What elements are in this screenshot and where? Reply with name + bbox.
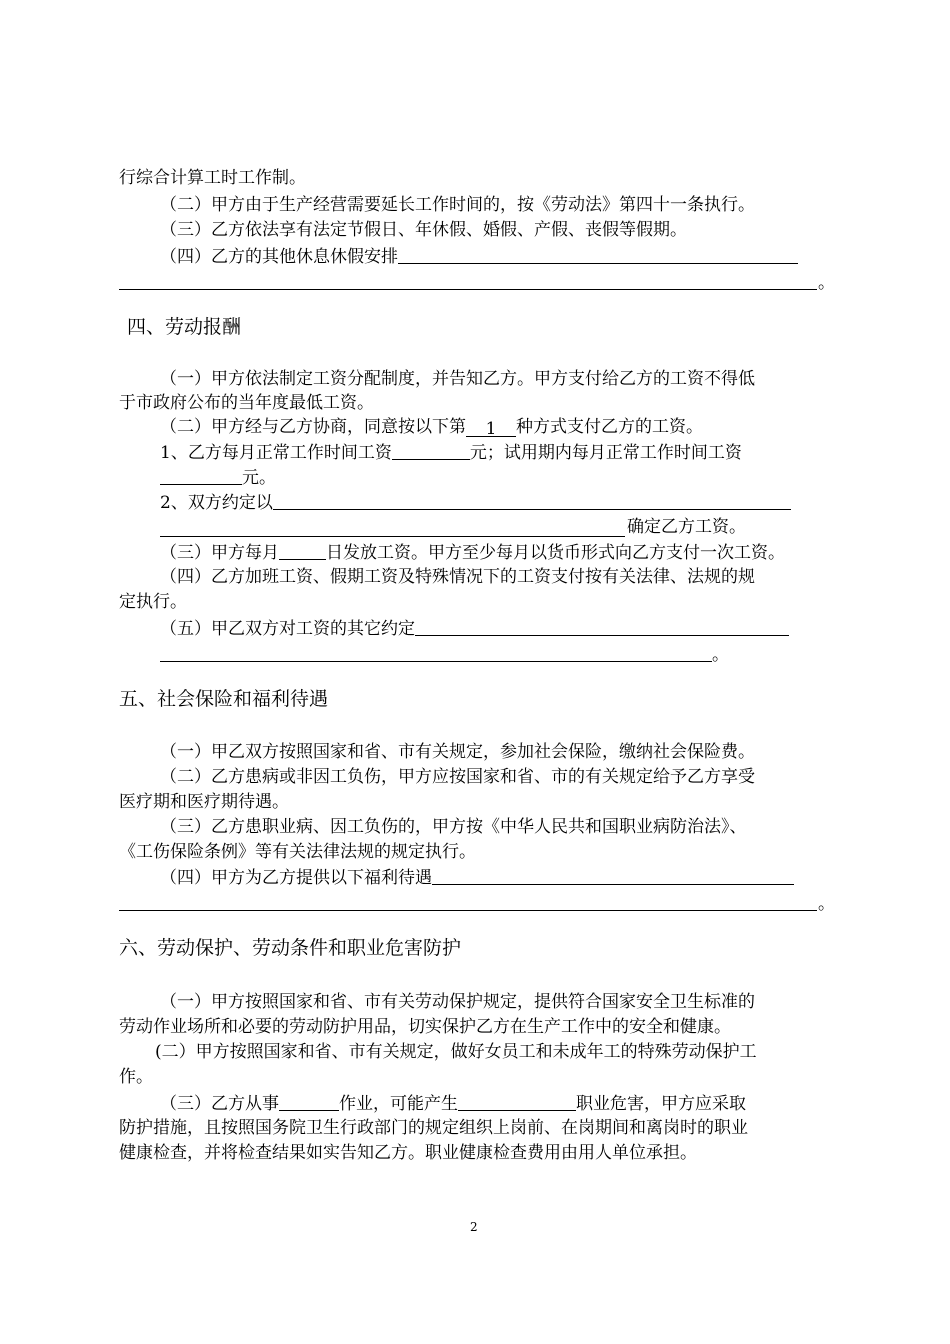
s6-item1-line2: 劳动作业场所和必要的劳动防护用品，切实保护乙方在生产工作中的安全和健康。 [119, 1017, 731, 1037]
s3-item4-label: （四）乙方的其他休息休假安排 [160, 247, 398, 267]
s4-item2-method-field[interactable]: 1 [466, 418, 516, 437]
s4-item4-line1: （四）乙方加班工资、假期工资及特殊情况下的工资支付按有关法律、法规的规 [160, 567, 755, 587]
s6-item3-line2: 防护措施，且按照国务院卫生行政部门的规定组织上岗前、在岗期间和离岗时的职业 [119, 1118, 748, 1138]
s4-item3-pre: （三）甲方每月 [160, 543, 279, 563]
s6-job-type-field[interactable] [279, 1092, 339, 1111]
s6-item3-line1 [160, 1092, 746, 1115]
section-heading-6: 六、劳动保护、劳动条件和职业危害防护 [119, 937, 462, 959]
continuation-text: 行综合计算工时工作制。 [119, 168, 306, 188]
s4-option1-unit: 元。 [242, 468, 276, 488]
s5-item4-label: （四）甲方为乙方提供以下福利待遇 [160, 868, 432, 888]
s4-item3-post: 日发放工资。甲方至少每月以货币形式向乙方支付一次工资。 [326, 543, 785, 563]
s6-item2-line2: 作。 [119, 1067, 153, 1087]
s4-end-mark: 。 [712, 645, 729, 665]
s6-item3-mid: 作业，可能产生 [339, 1094, 458, 1114]
s5-item4-blank[interactable] [432, 866, 794, 885]
s5-item2-line2: 医疗期和医疗期待遇。 [119, 792, 289, 812]
s4-payday-field[interactable] [279, 541, 326, 560]
s4-item5-label: （五）甲乙双方对工资的其它约定 [160, 619, 415, 639]
s4-probation-wage-field[interactable] [160, 466, 242, 485]
s4-option2-label: 2、双方约定以 [160, 493, 273, 513]
s4-item5-blank-line2[interactable] [160, 661, 712, 662]
s3-item4-blank[interactable] [398, 245, 798, 264]
s4-item2-pre: （二）甲方经与乙方协商，同意按以下第 [160, 417, 466, 437]
s6-item3-line3: 健康检查，并将检查结果如实告知乙方。职业健康检查费用由用人单位承担。 [119, 1143, 697, 1163]
s3-item4-blank-line2[interactable] [119, 289, 817, 290]
s6-hazard-field[interactable] [458, 1092, 576, 1111]
s5-item4 [160, 866, 794, 889]
s4-item3 [160, 541, 785, 564]
s4-option2-suffix: 确定乙方工资。 [627, 517, 746, 537]
s4-option1-label: 1、乙方每月正常工作时间工资 [160, 443, 392, 463]
s6-item3-post: 职业危害，甲方应采取 [576, 1094, 746, 1114]
s4-item2 [160, 416, 703, 438]
s5-item4-blank-line2[interactable] [119, 910, 817, 911]
s4-option2-blank[interactable] [273, 491, 791, 510]
s4-option2-line1 [160, 491, 791, 514]
s5-item3-line2: 《工伤保险条例》等有关法律法规的规定执行。 [119, 842, 476, 862]
s3-end-mark: 。 [818, 273, 835, 293]
s5-item2-line1: （二）乙方患病或非因工负伤，甲方应按国家和省、市的有关规定给予乙方享受 [160, 767, 755, 787]
s4-option1-probation-label: 元；试用期内每月正常工作时间工资 [469, 443, 742, 463]
s4-item5-blank[interactable] [415, 617, 789, 636]
section-heading-5: 五、社会保险和福利待遇 [119, 688, 329, 710]
s4-option2-blank-line2[interactable] [160, 536, 625, 537]
s3-item3: （三）乙方依法享有法定节假日、年休假、婚假、产假、丧假等假期。 [160, 220, 687, 240]
s5-end-mark: 。 [818, 894, 835, 914]
s4-option1-line1 [160, 441, 742, 464]
page-number: 2 [470, 1220, 478, 1234]
s3-item2: （二）甲方由于生产经营需要延长工作时间的，按《劳动法》第四十一条执行。 [160, 195, 755, 215]
s6-item3-pre: （三）乙方从事 [160, 1094, 279, 1114]
s4-item2-post: 种方式支付乙方的工资。 [516, 417, 703, 437]
s4-item1-line2: 于市政府公布的当年度最低工资。 [119, 393, 374, 413]
section-heading-4: 四、劳动报酬 [127, 316, 242, 338]
s4-item1-line1: （一）甲方依法制定工资分配制度，并告知乙方。甲方支付给乙方的工资不得低 [160, 369, 755, 389]
s5-item3-line1: （三）乙方患职业病、因工负伤的，甲方按《中华人民共和国职业病防治法》、 [160, 817, 747, 837]
s3-item4 [160, 245, 798, 268]
s4-item4-line2: 定执行。 [119, 592, 187, 612]
s4-monthly-wage-field[interactable] [392, 441, 470, 460]
s4-option1-line2 [160, 466, 276, 489]
s5-item1: （一）甲乙双方按照国家和省、市有关规定，参加社会保险，缴纳社会保险费。 [160, 742, 755, 762]
s4-item5 [160, 617, 789, 640]
s6-item2-line1: (二）甲方按照国家和省、市有关规定，做好女员工和未成年工的特殊劳动保护工 [155, 1042, 757, 1062]
s6-item1-line1: （一）甲方按照国家和省、市有关劳动保护规定，提供符合国家安全卫生标准的 [160, 992, 755, 1012]
